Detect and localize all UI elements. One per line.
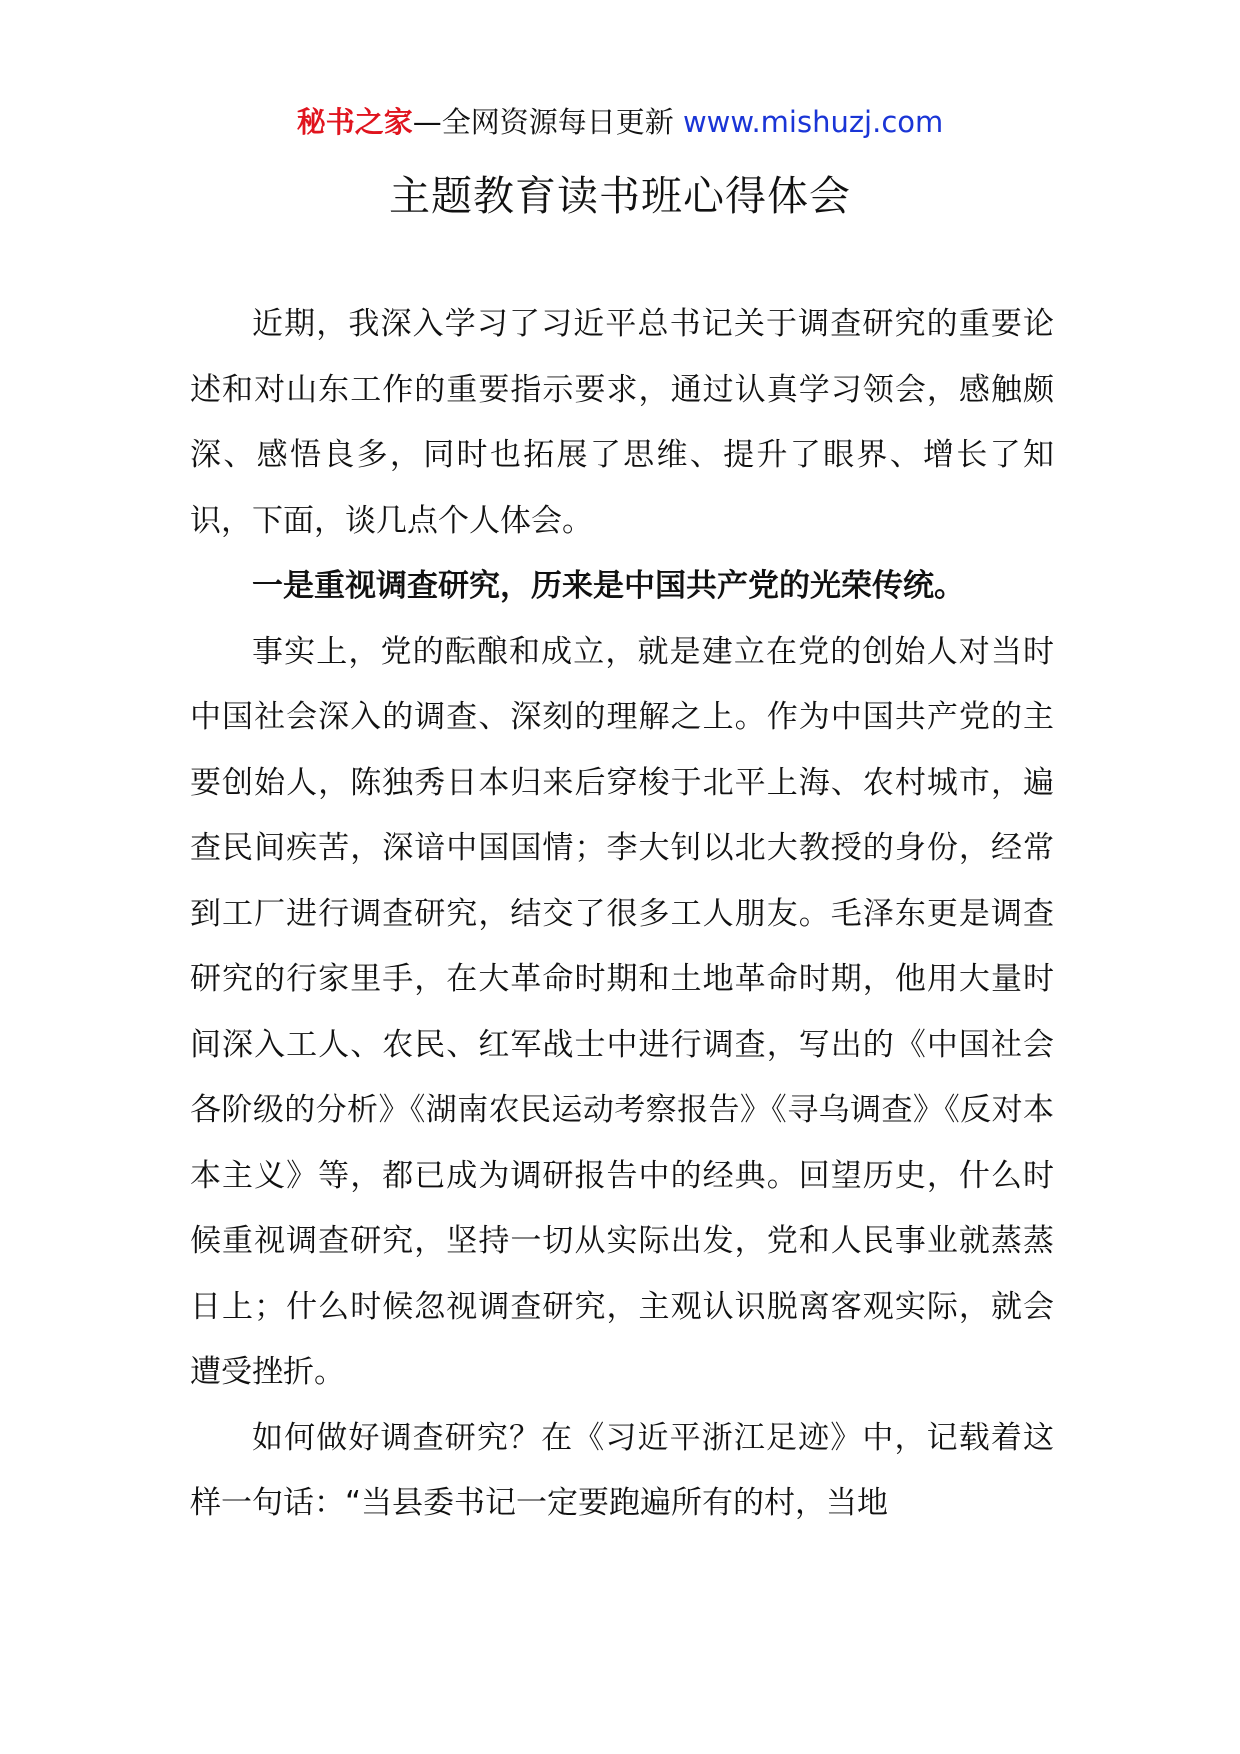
paragraph-intro: 近期，我深入学习了习近平总书记关于调查研究的重要论述和对山东工作的重要指示要求，通过认真学习领会，感触颇深、感悟良多，同时也拓展了思维、提升了眼界、增长了知识，下面，谈几点个人体会。: [190, 306, 1054, 539]
section-heading-1: 一是重视调查研究，历来是中国共产党的光荣传统。: [252, 568, 965, 604]
paragraph-history: 事实上，党的酝酿和成立，就是建立在党的创始人对当时中国社会深入的调查、深刻的理解之上。作为中国共产党的主要创始人，陈独秀日本归来后穿梭于北平上海、农村城市，遍查民间疾苦，深谙中国国情；李大钊以北大教授的身份，经常到工厂进行调查研究，结交了很多工人朋友。毛泽东更是调查研究的行家里手，在大革命时期和土地革命时期，他用大量时间深入工人、农民、红军战士中进行调查，写出的《中国社会各阶级的分析》《湖南农民运动考察报告》《寻乌调查》《反对本本主义》等，都已成为调研报告中的经典。回望历史，什么时候重视调查研究，坚持一切从实际出发，党和人民事业就蒸蒸日上；什么时候忽视调查研究，主观认识脱离客观实际，就会遭受挫折。: [190, 633, 1054, 1390]
site-url-link[interactable]: www.mishuzj.com: [682, 105, 944, 139]
site-brand: 秘书之家: [296, 105, 413, 139]
site-header: [0, 102, 1240, 142]
document-title: 主题教育读书班心得体会: [389, 172, 851, 220]
document-body: [190, 292, 1054, 1537]
site-slogan: —全网资源每日更新: [412, 105, 683, 139]
paragraph-method: 如何做好调查研究？在《习近平浙江足迹》中，记载着这样一句话：“当县委书记一定要跑遍所有的村，当地: [190, 1419, 1054, 1521]
